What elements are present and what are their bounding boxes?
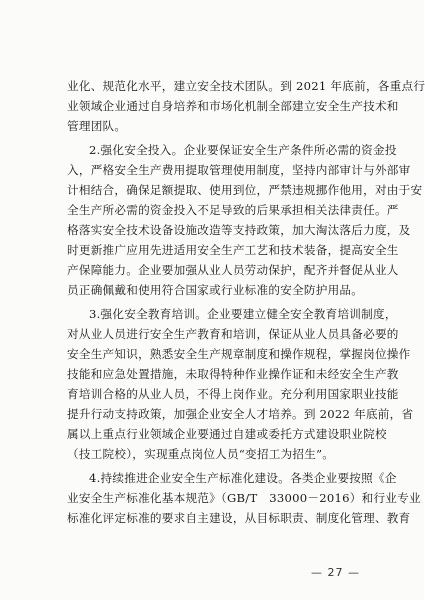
paragraph-safety-training	[67, 304, 414, 464]
text-line: 3.强化安全教育培训。企业要建立健全安全教育培训制度，	[89, 307, 397, 321]
text-line: 员正确佩戴和使用符合国家或行业标准的安全防护用品。	[67, 283, 364, 297]
document-body	[67, 76, 425, 528]
text-line: 安全生产知识，熟悉安全生产规章制度和操作规程，掌握岗位操作	[67, 347, 411, 361]
text-line: 业化、规范化水平，建立安全技术团队。到 2021 年底前，各重点行	[67, 79, 425, 93]
text-line: 管理团队。	[67, 119, 127, 133]
text-line: 计相结合，确保足额提取、使用到位，严禁违规挪作他用，对由于安	[67, 183, 423, 197]
paragraph-team-building	[67, 76, 425, 136]
text-line: 育培训合格的从业人员，不得上岗作业。充分利用国家职业技能	[67, 387, 399, 401]
text-line: 产保障能力。企业要加强从业人员劳动保护，配齐并督促从业人	[67, 263, 399, 277]
text-line: 时更新推广应用先进适用安全生产工艺和技术装备，提高安全生	[67, 243, 399, 257]
page-number: — 27 —	[311, 566, 360, 579]
text-line: 技能和应急处置措施，未取得特种作业操作证和未经安全生产教	[67, 367, 399, 381]
text-line: 4.持续推进企业安全生产标准化建设。各类企业要按照《企	[89, 471, 397, 485]
text-line: 格落实安全技术设备设施改造等支持政策，加大淘汰落后力度，及	[67, 223, 411, 237]
paragraph-safety-investment	[67, 140, 423, 300]
text-line: 入，严格安全生产费用提取管理使用制度，坚持内部审计与外部审	[67, 163, 411, 177]
text-line: 业领域企业通过自身培养和市场化机制全部建立安全生产技术和	[67, 99, 399, 113]
text-line: 属以上重点行业领域企业要通过自建或委托方式建设职业院校	[67, 427, 387, 441]
text-line: （技工院校），实现重点岗位人员“变招工为招生”。	[67, 447, 335, 461]
text-line: 业安全生产标准化基本规范》（GB/T 33000－2016）和行业专业	[67, 491, 421, 505]
paragraph-standardization	[67, 468, 421, 528]
text-line: 全生产所必需的资金投入不足导致的后果承担相关法律责任。严	[67, 203, 399, 217]
text-line: 2.强化安全投入。企业要保证安全生产条件所必需的资金投	[89, 143, 397, 157]
text-line: 对从业人员进行安全生产教育和培训，保证从业人员具备必要的	[67, 327, 399, 341]
text-line: 标准化评定标准的要求自主建设，从目标职责、制度化管理、教育	[67, 511, 411, 525]
text-line: 提升行动支持政策，加强企业安全人才培养。到 2022 年底前，省	[67, 407, 414, 421]
